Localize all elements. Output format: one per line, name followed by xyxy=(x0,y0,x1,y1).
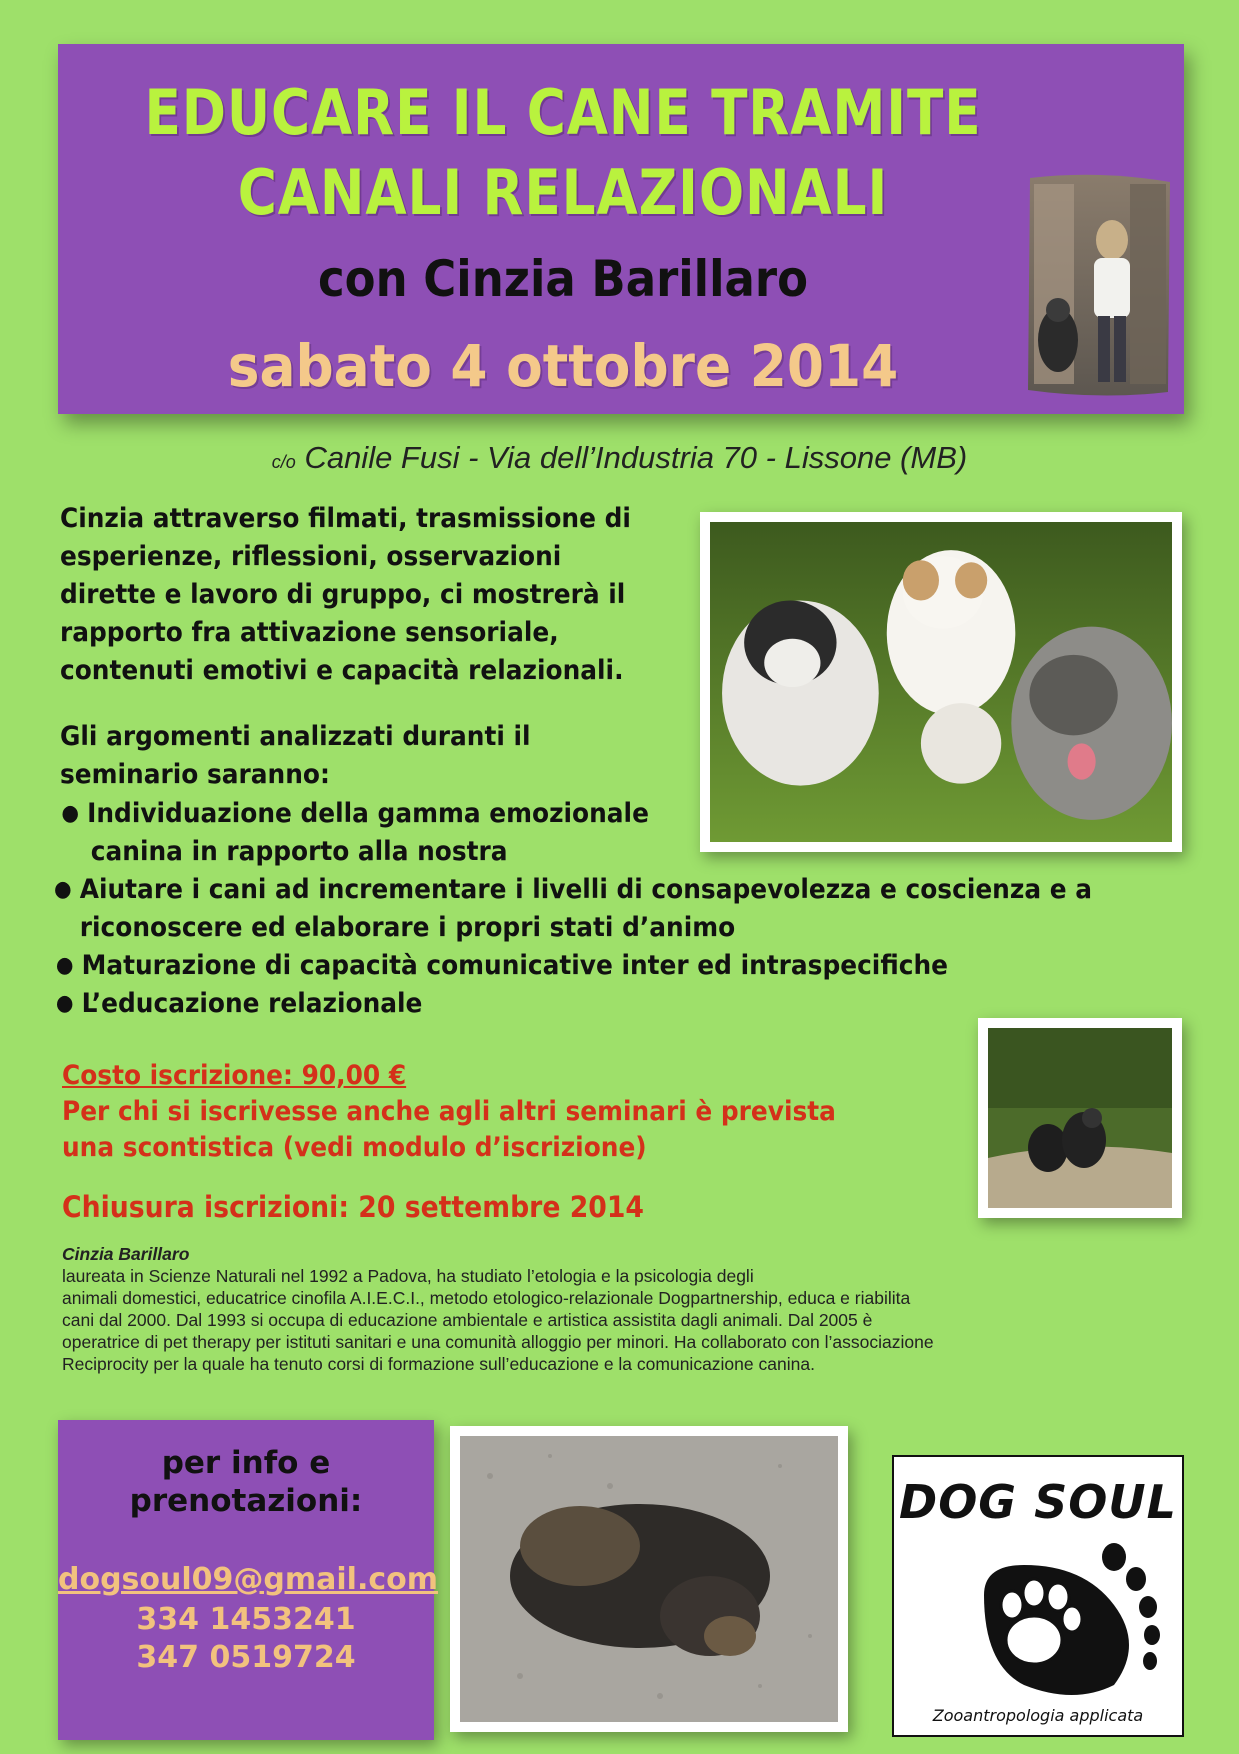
bio-name: Cinzia Barillaro xyxy=(62,1244,190,1264)
discount-note: una scontistica (vedi modulo d’iscrizione) xyxy=(62,1132,647,1163)
lying-dog-image xyxy=(460,1436,838,1722)
list-item-line: ● Individuazione della gamma emozionale xyxy=(87,798,649,829)
intro-line: Cinzia attraverso filmati, trasmissione di xyxy=(60,503,631,534)
lying-dog-photo xyxy=(450,1426,848,1732)
discount-note: Per chi si iscrivesse anche agli altri seminari è prevista xyxy=(62,1096,836,1127)
list-item xyxy=(54,871,1094,947)
email-link[interactable]: dogsoul09@gmail.com xyxy=(58,1562,439,1597)
registration-deadline: Chiusura iscrizioni: 20 settembre 2014 xyxy=(62,1190,644,1224)
venue-prefix: c/o xyxy=(271,452,296,472)
paw-footprint-icon xyxy=(964,1535,1164,1705)
street-walk-photo xyxy=(1020,170,1175,400)
dog-soul-logo xyxy=(892,1455,1184,1737)
dogs-walking-image xyxy=(988,1028,1172,1208)
phone-number: 347 0519724 xyxy=(136,1640,356,1675)
bio-line: operatrice di pet therapy per istituti sanitari e una comunità alloggio per minori. Ha collaborato con l’associazione xyxy=(62,1332,934,1352)
intro-line: esperienze, riflessioni, osservazioni xyxy=(60,541,562,572)
dogs-walking-photo xyxy=(978,1018,1182,1218)
info-title xyxy=(58,1444,434,1520)
cost-section xyxy=(62,1058,890,1166)
intro-line: dirette e lavoro di gruppo, ci mostrerà il xyxy=(60,579,626,610)
intro-paragraph xyxy=(60,500,649,690)
bio-line: Reciprocity per la quale ha tenuto corsi di formazione sull’educazione e la comunicazione canina. xyxy=(62,1354,815,1374)
bio-line: animali domestici, educatrice cinofila A.I.E.C.I., metodo etologico-relazionale Dogpartnership, educa e riabilita xyxy=(62,1288,911,1308)
street-walk-image xyxy=(1020,170,1175,400)
list-item-line: ● L’educazione relazionale xyxy=(81,988,423,1019)
bio-line: laureata in Scienze Naturali nel 1992 a Padova, ha studiato l’etologia e la psicologia degli xyxy=(62,1266,754,1286)
topics-title-line: seminario saranno: xyxy=(60,759,330,790)
list-item xyxy=(56,985,1094,1023)
list-item-line: ● Maturazione di capacità comunicative inter ed intraspecifiche xyxy=(81,950,948,981)
list-item xyxy=(61,795,1093,871)
info-title-line: prenotazioni: xyxy=(129,1483,363,1519)
phone-number: 334 1453241 xyxy=(136,1602,356,1637)
topics-title xyxy=(60,718,649,794)
logo-subtitle: Zooantropologia applicata xyxy=(932,1706,1144,1725)
intro-line: contenuti emotivi e capacità relazionali. xyxy=(60,655,624,686)
venue-address: Canile Fusi - Via dell’Industria 70 - Lissone (MB) xyxy=(304,440,968,475)
list-item-line: canina in rapporto alla nostra xyxy=(90,836,508,867)
cost-price: Costo iscrizione: 90,00 € xyxy=(62,1060,407,1091)
info-box xyxy=(58,1420,439,1740)
topics-list xyxy=(54,795,1094,1023)
title-line-1: EDUCARE IL CANE TRAMITE xyxy=(144,76,982,149)
speaker-name: con Cinzia Barillaro xyxy=(317,250,809,308)
info-title-line: per info e xyxy=(161,1445,331,1481)
bio-line: cani dal 2000. Dal 1993 si occupa di educazione ambientale e artistica assistita dagli animali. Dal 2005 è xyxy=(62,1310,873,1330)
venue-line xyxy=(0,440,1239,476)
event-date: sabato 4 ottobre 2014 xyxy=(227,332,899,400)
logo-title: DOG SOUL xyxy=(899,1475,1177,1529)
three-dogs-image xyxy=(710,522,1172,842)
list-item-line: ● Aiutare i cani ad incrementare i livelli di consapevolezza e coscienza e a xyxy=(79,874,1092,905)
title-line-2: CANALI RELAZIONALI xyxy=(237,156,889,229)
topics-title-line: Gli argomenti analizzati duranti il xyxy=(60,721,531,752)
list-item-line: riconoscere ed elaborare i propri stati d’animo xyxy=(79,912,736,943)
intro-line: rapporto fra attivazione sensoriale, xyxy=(60,617,559,648)
list-item xyxy=(56,947,1094,985)
speaker-bio xyxy=(62,1243,1192,1375)
header-banner xyxy=(58,44,1184,414)
